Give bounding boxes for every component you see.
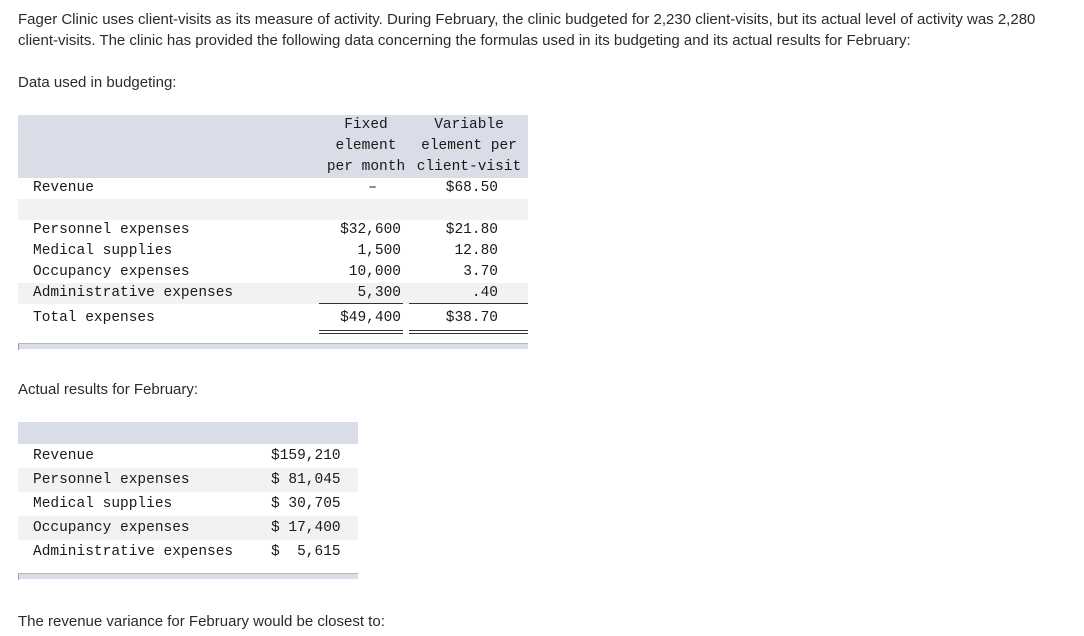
amount-value: $159,210: [271, 448, 341, 464]
fixed-value: $32,600: [340, 222, 401, 238]
problem-intro-text: Fager Clinic uses client-visits as its measure of activity. During February, the clinic budgeted for 2,230 client-visits, but its actual level of activity was 2,280 client-visits. The clinic has provided the following data concerning the formulas used in its budgeting and its actual results for February:: [18, 11, 1036, 49]
table-bottom-scrollbar: [18, 343, 528, 349]
fixed-value: $49,400: [340, 310, 401, 326]
variable-value: $38.70: [445, 310, 498, 326]
actual-results-table: [18, 422, 358, 582]
subtotal-underline: [409, 303, 528, 304]
table-row: [18, 241, 528, 262]
table-row: [18, 540, 358, 564]
row-label: Occupancy expenses: [33, 520, 190, 536]
total-double-underline: [409, 330, 528, 334]
variable-value: 3.70: [463, 264, 498, 280]
variable-value: $68.50: [445, 180, 498, 196]
subtotal-underline: [319, 303, 403, 304]
variable-value: 12.80: [454, 243, 498, 259]
table-row-total: [18, 308, 528, 329]
amount-value: $ 5,615: [271, 544, 341, 560]
fixed-value: –: [368, 180, 377, 196]
row-label: Administrative expenses: [33, 544, 234, 560]
amount-value: $ 81,045: [271, 472, 341, 488]
table-row: [18, 444, 358, 468]
amount-value: $ 17,400: [271, 520, 341, 536]
table-row: [18, 492, 358, 516]
fixed-value: 5,300: [357, 285, 401, 301]
fixed-value: 1,500: [357, 243, 401, 259]
fixed-value: 10,000: [348, 264, 401, 280]
table-row-spacer: [18, 199, 528, 220]
total-double-underline: [319, 330, 403, 334]
table-row: [18, 262, 528, 283]
row-label: Medical supplies: [33, 243, 173, 259]
amount-value: $ 30,705: [271, 496, 341, 512]
table-row: [18, 516, 358, 540]
table-header-band: [18, 422, 358, 444]
table-row: [18, 468, 358, 492]
row-label: Personnel expenses: [33, 472, 190, 488]
budget-formula-table: [18, 115, 528, 351]
actual-results-label: Actual results for February:: [18, 381, 199, 398]
question-text: The revenue variance for February would be closest to:: [18, 613, 385, 630]
row-label: Revenue: [33, 448, 94, 464]
variable-value: .40: [471, 285, 498, 301]
variable-value: $21.80: [445, 222, 498, 238]
table-row: [18, 220, 528, 241]
row-label: Total expenses: [33, 310, 155, 326]
header-variable-element: Variable element per client-visit: [416, 117, 522, 175]
table-row: [18, 283, 528, 304]
row-label: Revenue: [33, 180, 94, 196]
row-label: Administrative expenses: [33, 285, 234, 301]
row-label: Personnel expenses: [33, 222, 190, 238]
table-row-revenue: [18, 178, 528, 199]
budget-data-label: Data used in budgeting:: [18, 74, 177, 91]
row-label: Occupancy expenses: [33, 264, 190, 280]
table-bottom-scrollbar: [18, 573, 358, 579]
header-fixed-element: Fixed element per month: [326, 117, 406, 175]
row-label: Medical supplies: [33, 496, 173, 512]
